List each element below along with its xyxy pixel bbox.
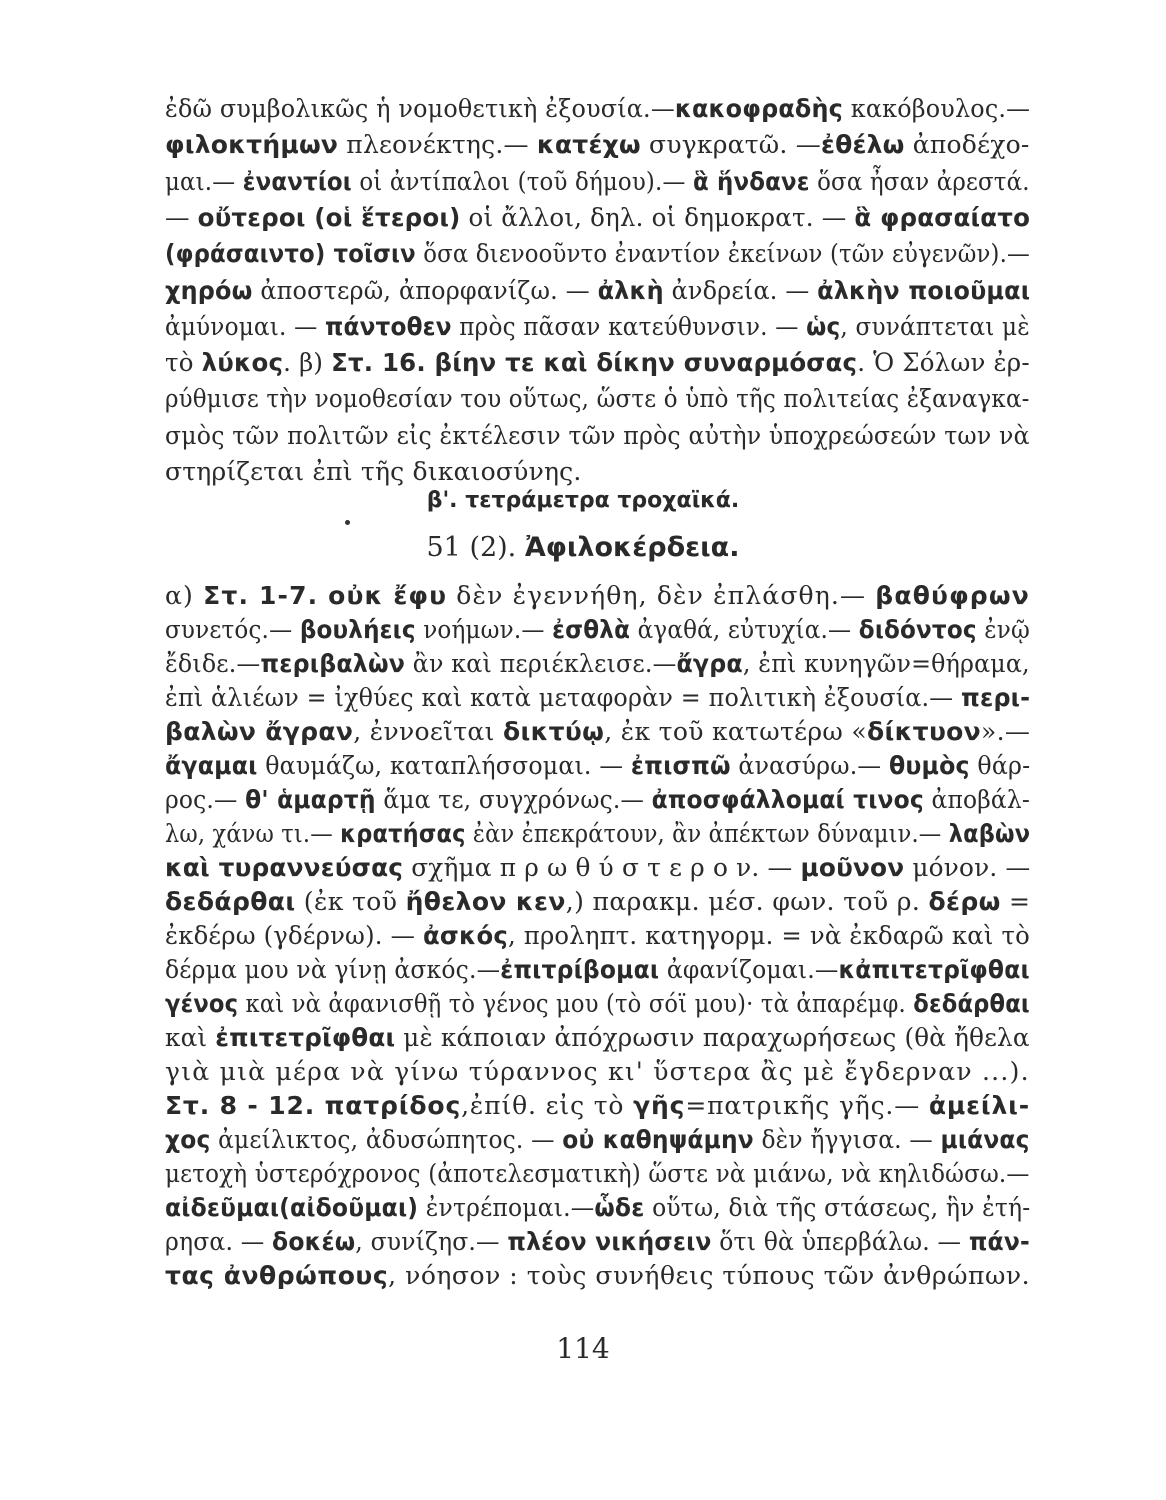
text-line: ἔδιδε.—περιβαλὼν ἂν καὶ περιέκλεισε.—ἄγρα, ἐπὶ κυνηγῶν=θήραμα, xyxy=(165,649,1030,678)
text-line: ἐκδέρω (γδέρνω). — ἀσκός, προληπτ. κατηγορμ. = νὰ ἐκδαρῶ καὶ τὸ xyxy=(165,921,1030,950)
text-line: χηρόω ἀποστερῶ, ἀπορφανίζω. — ἀλκὴ ἀνδρεία. — ἀλκὴν ποιοῦμαι xyxy=(165,275,1031,305)
page-number: 114 xyxy=(556,1332,610,1365)
text-line: Στ. 8 - 12. πατρίδος,ἐπίθ. εἰς τὸ γῆς=πατρικῆς γῆς.— ἀμείλι- xyxy=(165,1091,1030,1120)
text-line: στηρίζεται ἐπὶ τῆς δικαιοσύνης. xyxy=(165,457,582,486)
text-line: α) Στ. 1-7. οὐκ ἔφυ δὲν ἐγεννήθη, δὲν ἐπλάσθη.— βαθύφρων xyxy=(165,581,1030,610)
meter-heading: β'. τετράμετρα τροχαϊκά. xyxy=(426,488,740,513)
text-line: δέρμα μου νὰ γίνῃ ἀσκός.—ἐπιτρίβομαι ἀφανίζομαι.—κἀπιτετρῖφθαι xyxy=(165,955,1030,984)
text-line: μετοχὴ ὑστερόχρονος (ἀποτελεσματικὴ) ὥστε νὰ μιάνω, νὰ κηλιδώσω.— xyxy=(165,1159,1030,1188)
text-line: γένος καὶ νὰ ἀφανισθῇ τὸ γένος μου (τὸ σόϊ μου)· τὰ ἀπαρέμφ. δεδάρθαι xyxy=(165,989,1030,1018)
text-line: καὶ ἐπιτετρῖφθαι μὲ κάποιαν ἀπόχρωσιν παραχωρήσεως (θὰ ἤθελα xyxy=(165,1023,1030,1052)
text-line: καὶ τυραννεύσας σχῆμα π ρ ω θ ύ σ τ ε ρ ο ν. — μοῦνον μόνον. — xyxy=(165,853,1031,882)
text-line: ρος.— θ' ἁμαρτῇ ἅμα τε, συγχρόνως.— ἀποσφάλλομαί τινος ἀποβάλ- xyxy=(165,785,1030,814)
text-line: γιὰ μιὰ μέρα νὰ γίνω τύραννος κι' ὕστερα ἂς μὲ ἔγδερναν ...). xyxy=(165,1057,1030,1086)
poem-heading xyxy=(0,532,1166,563)
text-line: δεδάρθαι (ἐκ τοῦ ἤθελον κεν,) παρακμ. μέσ. φων. τοῦ ρ. δέρω = xyxy=(165,887,1031,916)
poem-heading-number: 51 (2). xyxy=(426,532,517,563)
text-line: χος ἀμείλικτος, ἀδυσώπητος. — οὐ καθηψάμην δὲν ἤγγισα. — μιάνας xyxy=(165,1125,1030,1154)
text-line: λω, χάνω τι.— κρατήσας ἐὰν ἐπεκράτουν, ἂν ἀπέκτων δύναμιν.— λαβὼν xyxy=(165,819,1031,848)
text-line: μαι.— ἐναντίοι οἱ ἀντίπαλοι (τοῦ δήμου).— ἃ ἥνδανε ὅσα ἦσαν ἀρεστά. xyxy=(165,166,1030,196)
text-line: βαλὼν ἄγραν, ἐννοεῖται δικτύῳ, ἐκ τοῦ κατωτέρω «δίκτυον».— xyxy=(165,717,1031,746)
text-line: τας ἀνθρώπους, νόησον : τοὺς συνήθεις τύπους τῶν ἀνθρώπων. xyxy=(165,1261,1031,1290)
text-line: ἄγαμαι θαυμάζω, καταπλήσσομαι. — ἐπισπῶ ἀνασύρω.— θυμὸς θάρ- xyxy=(165,751,1031,780)
text-line: φιλοκτήμων πλεονέκτης.— κατέχω συγκρατῶ. —ἐθέλω ἀποδέχο- xyxy=(165,130,1030,160)
text-line: ἀμύνομαι. — πάντοθεν πρὸς πᾶσαν κατεύθυνσιν. — ὡς, συνάπτεται μὲ xyxy=(165,311,1030,341)
text-line: σμὸς τῶν πολιτῶν εἰς ἐκτέλεσιν τῶν πρὸς αὐτὴν ὑποχρεώσεών των νὰ xyxy=(165,420,1030,450)
text-line: (φράσαιντο) τοῖσιν ὅσα διενοοῦντο ἐναντίον ἐκείνων (τῶν εὐγενῶν).— xyxy=(165,239,1030,269)
text-line: συνετός.— βουλήεις νοήμων.— ἐσθλὰ ἀγαθά, εὐτυχία.— διδόντος ἐνῷ xyxy=(165,615,1030,644)
text-line: ρύθμισε τὴν νομοθεσίαν του οὕτως, ὥστε ὁ ὑπὸ τῆς πολιτείας ἐξαναγκα- xyxy=(165,384,1030,414)
text-line: ἐπὶ ἁλιέων = ἰχθύες καὶ κατὰ μεταφορὰν = πολιτικὴ ἐξουσία.— περι- xyxy=(165,683,1031,712)
text-line: ρησα. — δοκέω, συνίζησ.— πλέον νικήσειν ὅτι θὰ ὑπερβάλω. — πάν- xyxy=(165,1227,1030,1256)
text-line: ἐδῶ συμβολικῶς ἡ νομοθετικὴ ἐξουσία.—κακοφραδὴς κακόβουλος.— xyxy=(165,94,1031,123)
ink-speck xyxy=(345,520,350,525)
text-line: τὸ λύκος. β) Στ. 16. βίην τε καὶ δίκην συναρμόσας. Ὁ Σόλων ἐρ- xyxy=(165,348,1030,378)
poem-heading-title: Ἀφιλοκέρδεια. xyxy=(524,532,740,563)
text-line: αἰδεῦμαι(αἰδοῦμαι) ἐντρέπομαι.—ὧδε οὕτω, διὰ τῆς στάσεως, ἣν ἐτή- xyxy=(165,1193,1031,1222)
text-line: — οὔτεροι (οἱ ἕτεροι) οἱ ἄλλοι, δηλ. οἱ δημοκρατ. — ἃ φρασαίατο xyxy=(165,202,1031,232)
